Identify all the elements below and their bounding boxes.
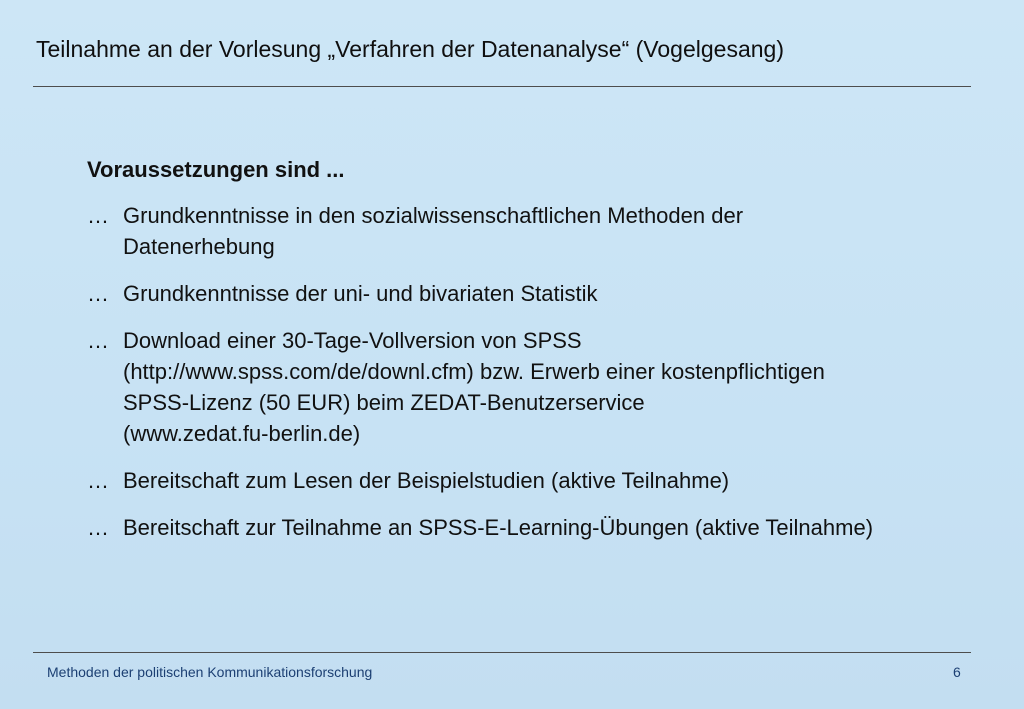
list-item [87,512,967,543]
page-number: 6 [953,664,961,680]
footer-course-title: Methoden der politischen Kommunikationsforschung [47,664,373,680]
bullet-ellipsis: … [87,203,109,228]
list-item [87,325,967,449]
bullet-ellipsis: … [87,281,109,306]
list-item [87,465,967,496]
footer-divider [33,652,971,653]
list-item-text: Bereitschaft zum Lesen der Beispielstudien (aktive Teilnahme) [123,468,730,493]
list-item [87,278,967,309]
list-item [87,200,967,262]
slide-content [87,154,967,559]
bullet-ellipsis: … [87,515,109,540]
slide-title: Teilnahme an der Vorlesung „Verfahren der Datenanalyse“ (Vogelgesang) [36,36,784,62]
list-item-text: Bereitschaft zur Teilnahme an SPSS-E-Learning-Übungen (aktive Teilnahme) [123,515,874,540]
list-item-text: Grundkenntnisse der uni- und bivariaten Statistik [123,281,598,306]
list-item-text: Download einer 30-Tage-Vollversion von SPSS (http://www.spss.com/de/downl.cfm) bzw. Erwerb einer kostenpflichtigen SPSS-Lizenz (50 EUR) beim ZEDAT-Benutzerservice (www.zedat.fu-berlin.de) [123,328,825,446]
content-heading: Voraussetzungen sind ... [87,157,345,182]
list-item-text: Grundkenntnisse in den sozialwissenschaftlichen Methoden der Datenerhebung [123,203,744,259]
bullet-ellipsis: … [87,468,109,493]
title-divider [33,86,971,87]
bullet-ellipsis: … [87,328,109,353]
